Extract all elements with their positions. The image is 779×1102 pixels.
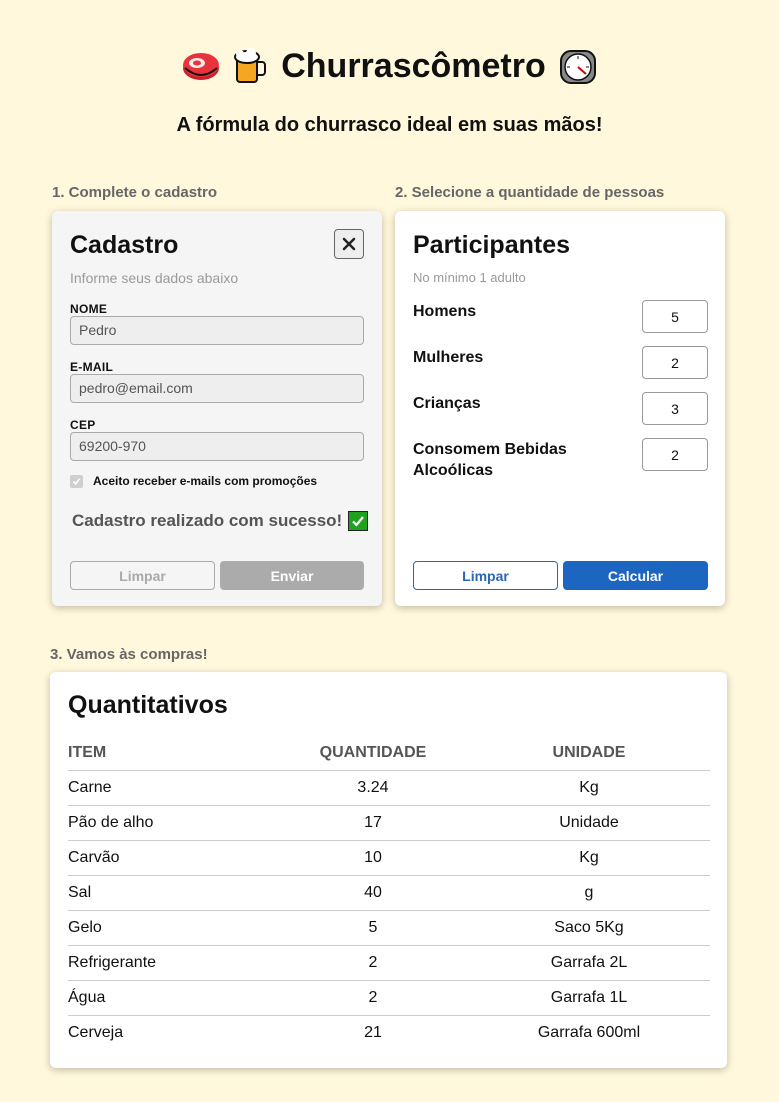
quantitativos-table — [68, 736, 710, 1050]
cadastro-title: Cadastro — [70, 231, 179, 259]
homens-label: Homens — [413, 303, 477, 320]
mulheres-label: Mulheres — [413, 349, 484, 366]
homens-input[interactable]: 5 — [642, 300, 708, 333]
item-cell: Água — [68, 980, 278, 1015]
table-row — [68, 770, 710, 805]
item-cell: Carvão — [68, 840, 278, 875]
timer-icon — [558, 46, 598, 86]
participantes-hint: No mínimo 1 adulto — [413, 270, 526, 285]
table-row — [68, 1015, 710, 1050]
beer-icon — [229, 46, 269, 86]
cadastro-hint: Informe seus dados abaixo — [70, 270, 239, 286]
nome-label: NOME — [70, 302, 108, 316]
promo-checkbox-row — [70, 474, 317, 488]
quantidade-cell: 21 — [364, 1023, 382, 1041]
close-icon — [342, 237, 356, 251]
unidade-cell: Kg — [468, 770, 710, 805]
page-header — [0, 40, 779, 137]
success-text: Cadastro realizado com sucesso! — [72, 511, 343, 530]
unidade-cell: Unidade — [468, 805, 710, 840]
mulheres-input[interactable]: 2 — [642, 346, 708, 379]
cadastro-card — [52, 211, 382, 606]
promo-checkbox-label: Aceito receber e-mails com promoções — [93, 474, 318, 488]
step-3-label: 3. Vamos às compras! — [50, 646, 208, 663]
table-row — [68, 875, 710, 910]
enviar-button[interactable]: Enviar — [220, 561, 364, 590]
meat-icon — [181, 46, 221, 86]
item-cell: Refrigerante — [68, 945, 278, 980]
check-mark-icon — [348, 511, 368, 531]
column-header-item: ITEM — [68, 736, 278, 770]
item-cell: Sal — [68, 875, 278, 910]
success-message — [72, 511, 368, 531]
criancas-label: Crianças — [413, 395, 481, 412]
table-row — [68, 805, 710, 840]
quantidade-cell: 5 — [278, 910, 468, 945]
unidade-cell: Garrafa 2L — [468, 945, 710, 980]
quantidade-cell: 2 — [278, 980, 468, 1015]
quantidade-cell: 40 — [278, 875, 468, 910]
participantes-title: Participantes — [413, 231, 571, 259]
table-header-row — [68, 736, 710, 770]
table-row — [68, 945, 710, 980]
unidade-cell: Saco 5Kg — [468, 910, 710, 945]
participantes-card — [395, 211, 725, 606]
criancas-input[interactable]: 3 — [642, 392, 708, 425]
quantidade-cell: 3.24 — [278, 770, 468, 805]
table-row — [68, 980, 710, 1015]
cep-field[interactable]: 69200-970 — [70, 432, 364, 461]
participantes-limpar-button[interactable]: Limpar — [413, 561, 558, 590]
close-button[interactable] — [334, 229, 364, 259]
bebidas-input[interactable]: 2 — [642, 438, 708, 471]
table-row — [68, 840, 710, 875]
quantitativos-card — [50, 672, 727, 1068]
email-label: E-MAIL — [70, 360, 114, 374]
page-subtitle: A fórmula do churrasco ideal em suas mãos! — [176, 114, 603, 136]
quantidade-cell: 17 — [278, 805, 468, 840]
page-title: Churrascômetro — [281, 46, 546, 85]
promo-checkbox[interactable] — [70, 475, 83, 488]
nome-field[interactable]: Pedro — [70, 316, 364, 345]
item-cell: Carne — [68, 770, 278, 805]
title-row — [0, 40, 779, 92]
quantitativos-title: Quantitativos — [68, 691, 228, 719]
unidade-cell: g — [468, 875, 710, 910]
quantidade-cell: 2 — [278, 945, 468, 980]
step-2-label: 2. Selecione a quantidade de pessoas — [395, 184, 665, 201]
email-field[interactable]: pedro@email.com — [70, 374, 364, 403]
unidade-cell: Garrafa 600ml — [537, 1023, 641, 1041]
quantidade-cell: 10 — [278, 840, 468, 875]
item-cell: Cerveja — [68, 1023, 124, 1041]
bebidas-label: Consomem Bebidas Alcoólicas — [413, 441, 567, 479]
calcular-button[interactable]: Calcular — [563, 561, 708, 590]
unidade-cell: Garrafa 1L — [468, 980, 710, 1015]
unidade-cell: Kg — [468, 840, 710, 875]
column-header-unidade: UNIDADE — [468, 736, 710, 770]
cep-label: CEP — [70, 418, 96, 432]
table-row — [68, 910, 710, 945]
cadastro-limpar-button[interactable]: Limpar — [70, 561, 215, 590]
item-cell: Gelo — [68, 910, 278, 945]
column-header-quantidade: QUANTIDADE — [278, 736, 468, 770]
step-1-label: 1. Complete o cadastro — [52, 184, 218, 201]
item-cell: Pão de alho — [68, 805, 278, 840]
check-icon — [72, 477, 81, 486]
